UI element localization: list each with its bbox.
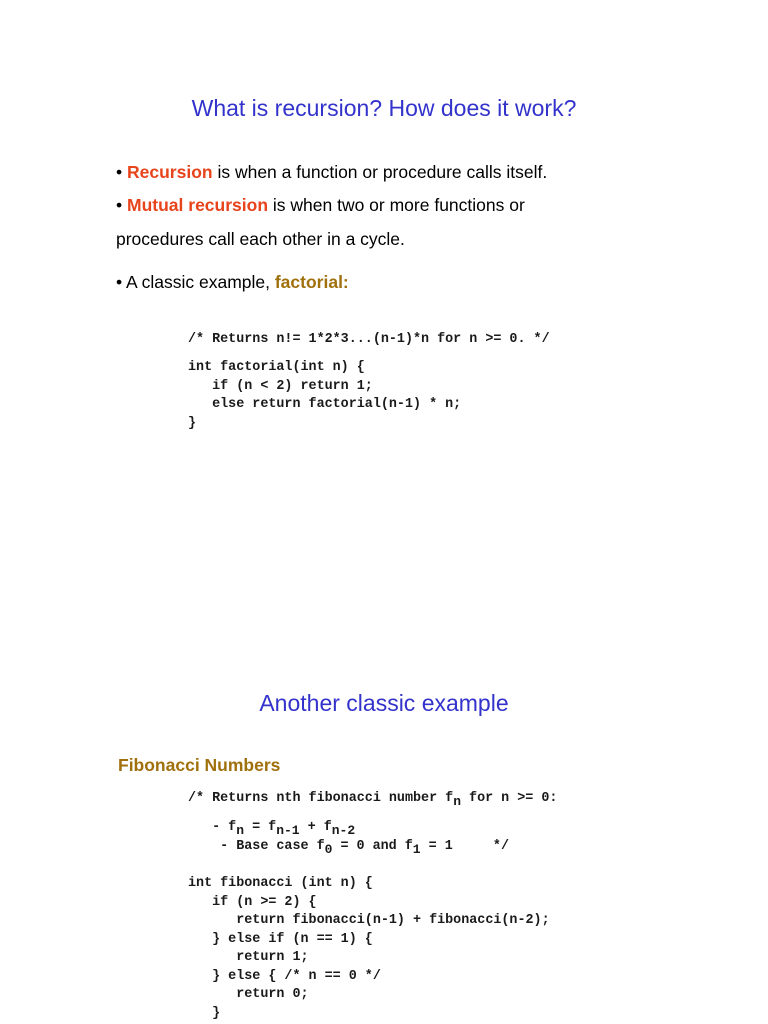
bullet-mutual-recursion	[116, 195, 525, 215]
fibonacci-comment-line-2	[188, 819, 355, 838]
code-line: if (n < 2) return 1;	[188, 378, 373, 394]
code-line: int factorial(int n) {	[188, 360, 365, 375]
subscript: n-2	[331, 823, 356, 838]
subscript: n	[453, 794, 461, 809]
code-line: return 1;	[188, 950, 309, 965]
code-line: else return factorial(n-1) * n;	[188, 397, 462, 412]
slide-title-recursion: What is recursion? How does it work?	[191, 95, 577, 121]
factorial-code-block	[188, 359, 461, 433]
bullet-mutual-recursion-text: is when two or more functions or	[268, 195, 525, 215]
bullet-classic-example-text: A classic example,	[122, 272, 275, 292]
bullet-recursion	[116, 162, 547, 182]
comment-text: + f	[299, 820, 332, 835]
comment-text: /* Returns nth fibonacci number f	[188, 791, 454, 806]
comment-text: = 1 */	[420, 839, 509, 854]
section-heading-fibonacci: Fibonacci Numbers	[118, 755, 281, 775]
bullet-char: •	[116, 272, 123, 292]
bullet-char: •	[116, 162, 123, 182]
comment-text: = f	[244, 820, 277, 835]
code-line: } else { /* n == 0 */	[188, 968, 381, 984]
fibonacci-comment-line-3	[188, 838, 509, 857]
subscript: n-1	[276, 823, 300, 838]
subscript: n	[236, 823, 245, 838]
code-line: int fibonacci (int n) {	[188, 876, 373, 891]
subscript: 1	[412, 842, 421, 857]
term-mutual-recursion: Mutual recursion	[127, 195, 269, 215]
bullet-char: •	[116, 195, 123, 215]
bullet-classic-example	[116, 272, 349, 292]
bullet-recursion-text: is when a function or procedure calls itself.	[212, 162, 548, 182]
bullet-mutual-recursion-continuation: procedures call each other in a cycle.	[116, 229, 405, 249]
comment-text: - f	[188, 820, 237, 835]
code-line: }	[188, 415, 197, 431]
comment-text: for n >= 0:	[461, 791, 558, 806]
slide-title-another-example: Another classic example	[259, 690, 509, 716]
factorial-comment: /* Returns n!= 1*2*3...(n-1)*n for n >= 0. */	[188, 332, 550, 347]
code-line: if (n >= 2) {	[188, 894, 317, 910]
term-factorial: factorial:	[274, 272, 349, 292]
term-recursion: Recursion	[127, 162, 213, 182]
fibonacci-code-block	[188, 875, 550, 1023]
code-line: return 0;	[188, 987, 309, 1002]
comment-text: = 0 and f	[332, 839, 413, 854]
fibonacci-comment-line-1	[188, 790, 557, 809]
subscript: 0	[324, 842, 333, 857]
comment-text: - Base case f	[188, 839, 325, 854]
code-line: }	[188, 1005, 221, 1021]
code-line: } else if (n == 1) {	[188, 931, 373, 947]
code-line: return fibonacci(n-1) + fibonacci(n-2);	[188, 913, 550, 928]
